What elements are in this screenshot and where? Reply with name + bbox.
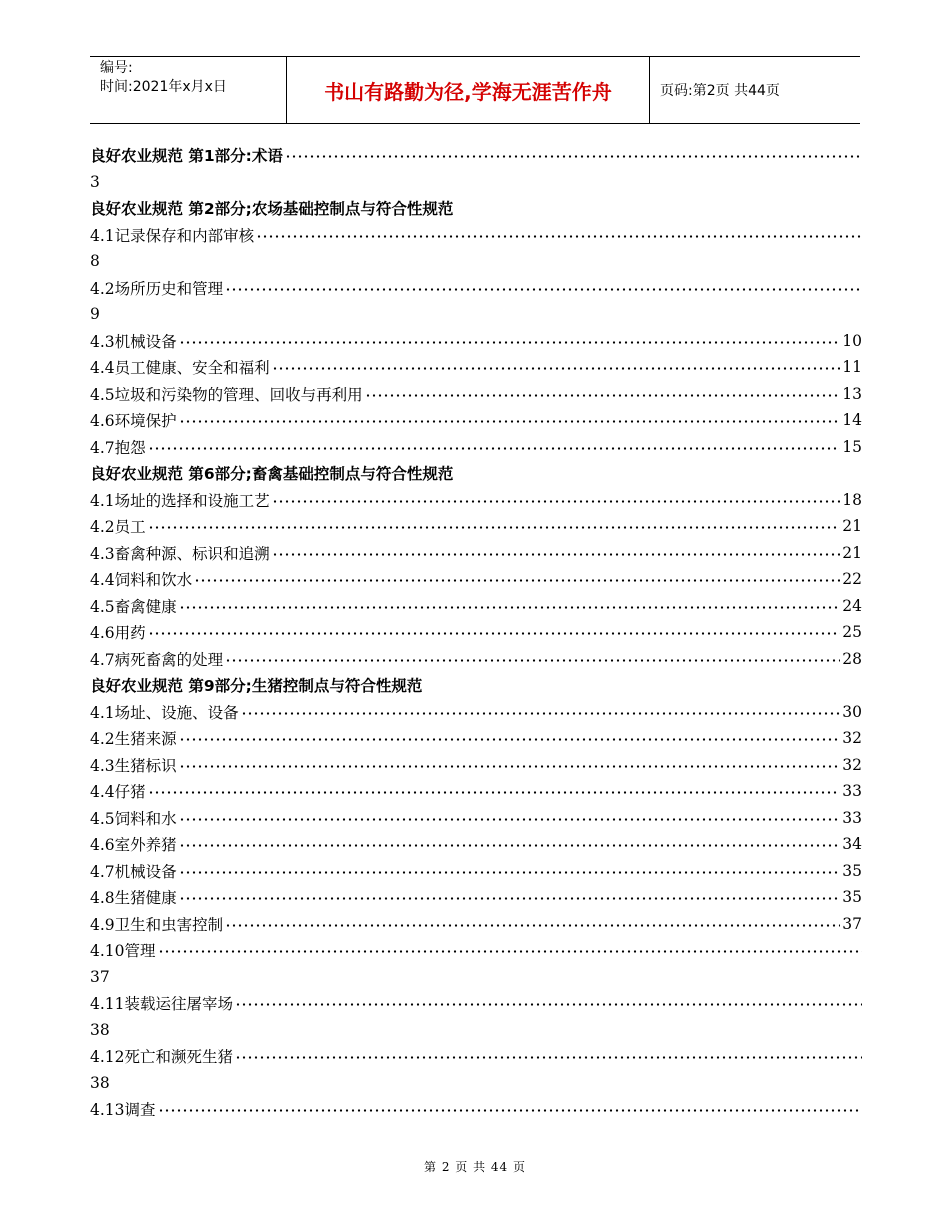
toc-entry-title: 4.9卫生和虫害控制: [90, 915, 224, 934]
toc-entry-title: 4.1场址的选择和设施工艺: [90, 491, 270, 510]
toc-entry: [90, 937, 862, 964]
toc-entry-title: 4.1场址、设施、设备: [90, 703, 239, 722]
toc-page-number: 21: [842, 543, 862, 562]
toc-dot-leader: [272, 553, 841, 556]
toc-dot-leader: [272, 367, 841, 370]
toc-section-title: 良好农业规范 第9部分;生猪控制点与符合性规范: [90, 677, 423, 696]
toc-entry: [90, 513, 862, 540]
toc-entry-title: 4.8生猪健康: [90, 889, 177, 908]
toc-dot-leader: [179, 765, 841, 768]
header-motto: 书山有路勤为径,学海无涯苦作舟: [324, 79, 612, 104]
toc-page-number: 32: [842, 755, 862, 774]
toc-entry: [90, 381, 862, 408]
toc-entry-continuation: [90, 1070, 862, 1097]
toc-entry-title: 4.2员工: [90, 518, 146, 537]
toc-page-number: 37: [90, 967, 110, 986]
toc-entry-title: 4.2场所历史和管理: [90, 279, 224, 298]
toc-entry-title: 4.7机械设备: [90, 862, 177, 881]
toc-page-number: 3: [90, 172, 100, 191]
toc-entry: [90, 1043, 862, 1070]
toc-entry-continuation: [90, 301, 862, 328]
header-divider: [649, 57, 650, 123]
toc-dot-leader: [225, 659, 840, 662]
toc-dot-leader: [179, 606, 841, 609]
toc-page-number: 15: [842, 437, 862, 456]
toc-dot-leader: [179, 871, 841, 874]
toc-entry-title: 4.2生猪来源: [90, 730, 177, 749]
toc-entry-title: 4.3生猪标识: [90, 756, 177, 775]
toc-page-number: 21: [842, 517, 862, 536]
toc-dot-leader: [235, 1056, 862, 1059]
toc-entry: [90, 593, 862, 620]
toc-dot-leader: [256, 235, 862, 238]
toc-page-number: 14: [842, 411, 862, 430]
toc-entry-continuation: [90, 169, 862, 196]
toc-entry: [90, 752, 862, 779]
document-number-label: 编号:: [100, 60, 133, 76]
toc-section-heading: [90, 672, 862, 699]
toc-dot-leader: [365, 394, 841, 397]
toc-entry: [90, 725, 862, 752]
toc-dot-leader: [225, 924, 840, 927]
toc-entry-title: 4.13调查: [90, 1101, 156, 1120]
document-time-label: 时间:2021年x月x日: [100, 79, 227, 95]
toc-entry: [90, 990, 862, 1017]
toc-entry: [90, 328, 862, 355]
toc-page-number: 38: [90, 1020, 110, 1039]
toc-entry-continuation: [90, 248, 862, 275]
footer-page-number: 第 2 页 共 44 页: [424, 1160, 526, 1174]
toc-page-number: 22: [842, 570, 862, 589]
toc-entry-title: 4.6室外养猪: [90, 836, 177, 855]
page-header: [90, 56, 860, 124]
toc-entry-title: 4.3畜禽种源、标识和追溯: [90, 544, 270, 563]
toc-entry-title: 4.5垃圾和污染物的管理、回收与再利用: [90, 385, 363, 404]
toc-dot-leader: [179, 897, 841, 900]
page-footer: [0, 1158, 950, 1175]
toc-dot-leader: [194, 579, 840, 582]
toc-dot-leader: [179, 844, 841, 847]
toc-page-number: 35: [842, 888, 862, 907]
toc-dot-leader: [148, 447, 841, 450]
toc-section-heading: [90, 195, 862, 222]
toc-page-number: 38: [90, 1073, 110, 1092]
toc-entry: [90, 699, 862, 726]
toc-entry-title: 4.4饲料和饮水: [90, 571, 193, 590]
toc-page-number: 24: [842, 596, 862, 615]
toc-entry: [90, 911, 862, 938]
toc-dot-leader: [179, 738, 841, 741]
toc-dot-leader: [148, 526, 841, 529]
toc-dot-leader: [148, 632, 841, 635]
toc-entry-title: 4.7抱怨: [90, 438, 146, 457]
toc-dot-leader: [179, 818, 841, 821]
toc-page-number: 32: [842, 729, 862, 748]
toc-entry-title: 4.4仔猪: [90, 783, 146, 802]
toc-dot-leader: [225, 288, 862, 291]
toc-dot-leader: [148, 791, 841, 794]
toc-page-number: 33: [842, 808, 862, 827]
toc-dot-leader: [285, 155, 862, 158]
toc-page-number: 34: [842, 835, 862, 854]
toc-page-number: 11: [842, 358, 862, 377]
toc-entry-continuation: [90, 1017, 862, 1044]
toc-entry-title: 4.6环境保护: [90, 412, 177, 431]
toc-entry-title: 4.6用药: [90, 624, 146, 643]
toc-entry: [90, 407, 862, 434]
toc-entry: [90, 566, 862, 593]
toc-dot-leader: [179, 341, 841, 344]
toc-entry-title: 4.7病死畜禽的处理: [90, 650, 224, 669]
toc-entry-title: 4.4员工健康、安全和福利: [90, 359, 270, 378]
toc-page-number: 25: [842, 623, 862, 642]
toc-page-number: 9: [90, 305, 100, 324]
toc-section-title: 良好农业规范 第1部分:术语: [90, 147, 283, 166]
toc-entry-title: 4.5畜禽健康: [90, 597, 177, 616]
header-page-label: 页码:第2页 共44页: [660, 83, 780, 99]
toc-entry-title: 4.5饲料和水: [90, 809, 177, 828]
toc-dot-leader: [235, 1003, 862, 1006]
toc-section-heading: [90, 142, 862, 169]
toc-page-number: 18: [842, 490, 862, 509]
toc-section-title: 良好农业规范 第6部分;畜禽基础控制点与符合性规范: [90, 465, 454, 484]
table-of-contents: [90, 142, 862, 1123]
toc-dot-leader: [179, 420, 841, 423]
toc-entry-title: 4.3机械设备: [90, 332, 177, 351]
toc-page-number: 28: [842, 649, 862, 668]
toc-entry-title: 4.12死亡和濒死生猪: [90, 1048, 234, 1067]
toc-dot-leader: [272, 500, 841, 503]
toc-entry: [90, 354, 862, 381]
toc-entry: [90, 540, 862, 567]
toc-page-number: 10: [842, 331, 862, 350]
toc-page-number: 30: [842, 702, 862, 721]
toc-entry: [90, 858, 862, 885]
toc-entry: [90, 619, 862, 646]
toc-dot-leader: [241, 712, 841, 715]
toc-entry: [90, 275, 862, 302]
toc-page-number: 37: [842, 914, 862, 933]
toc-entry: [90, 884, 862, 911]
toc-entry-title: 4.11装载运往屠宰场: [90, 995, 234, 1014]
toc-entry: [90, 778, 862, 805]
toc-page-number: 8: [90, 252, 100, 271]
toc-entry: [90, 831, 862, 858]
toc-entry-continuation: [90, 964, 862, 991]
toc-page-number: 13: [842, 384, 862, 403]
toc-page-number: 33: [842, 782, 862, 801]
toc-entry-title: 4.10管理: [90, 942, 156, 961]
toc-dot-leader: [158, 1109, 860, 1112]
toc-entry: [90, 434, 862, 461]
toc-dot-leader: [158, 950, 862, 953]
toc-entry: [90, 1096, 862, 1123]
toc-section-heading: [90, 460, 862, 487]
toc-entry: [90, 646, 862, 673]
toc-entry: [90, 222, 862, 249]
toc-page-number: 35: [842, 861, 862, 880]
toc-entry: [90, 487, 862, 514]
toc-entry-title: 4.1记录保存和内部审核: [90, 226, 255, 245]
header-meta: [100, 59, 286, 97]
toc-entry: [90, 805, 862, 832]
toc-section-title: 良好农业规范 第2部分;农场基础控制点与符合性规范: [90, 200, 454, 219]
